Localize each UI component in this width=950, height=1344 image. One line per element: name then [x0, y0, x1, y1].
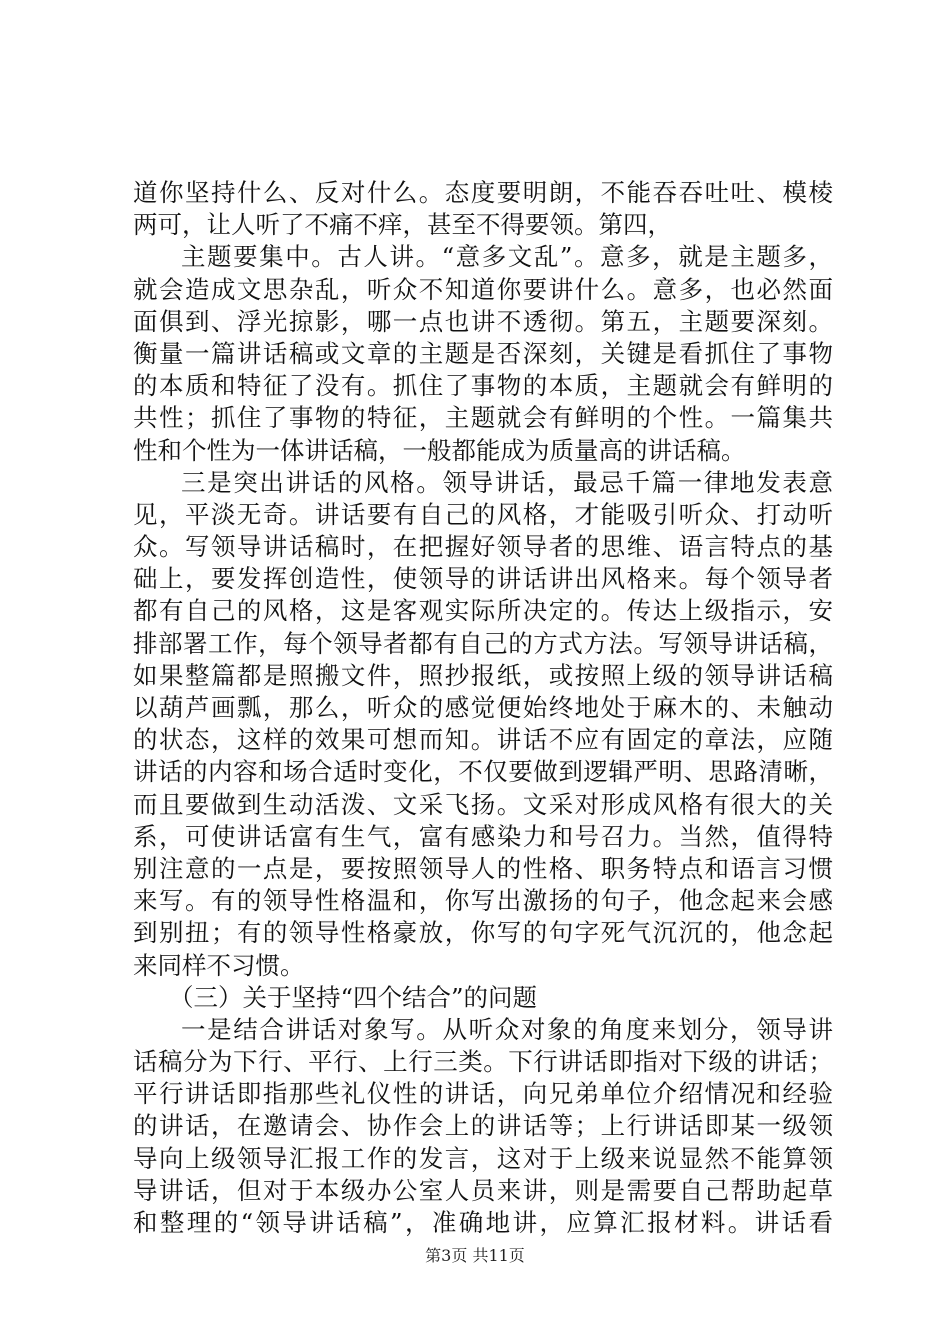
text-line: 众。写领导讲话稿时，在把握好领导者的思维、语言特点的基: [133, 532, 833, 562]
text-line: 以葫芦画瓢，那么，听众的感觉便始终地处于麻木的、未触动: [133, 693, 833, 722]
page-footer: 第3页 共11页: [425, 1246, 525, 1265]
text-line: 来同样不习惯。: [133, 950, 305, 980]
text-line: 一是结合讲话对象写。从听众对象的角度来划分，领导讲: [181, 1014, 833, 1044]
text-line: 话稿分为下行、平行、上行三类。下行讲话即指对下级的讲话；: [133, 1047, 833, 1077]
text-line: 共性；抓住了事物的特征，主题就会有鲜明的个性。一篇集共: [133, 403, 833, 433]
text-line: 础上，要发挥创造性，使领导的讲话讲出风格来。每个领导者: [133, 564, 833, 594]
text-line: 道你坚持什么、反对什么。态度要明朗，不能吞吞吐吐、模棱: [133, 178, 833, 207]
text-line: 的讲话，在邀请会、协作会上的讲话等；上行讲话即某一级领: [133, 1111, 833, 1141]
text-line: 都有自己的风格，这是客观实际所决定的。传达上级指示，安: [133, 596, 833, 626]
text-line: 的状态，这样的效果可想而知。讲话不应有固定的章法，应随: [133, 725, 833, 755]
text-line: 到别扭；有的领导性格豪放，你写的句字死气沉沉的，他念起: [133, 918, 833, 948]
text-line: 导讲话，但对于本级办公室人员来讲，则是需要自己帮助起草: [133, 1175, 833, 1205]
body-text: [133, 177, 833, 1239]
text-line: 和整理的“领导讲话稿”，准确地讲，应算汇报材料。讲话看: [133, 1208, 833, 1237]
text-line: 三是突出讲话的风格。领导讲话，最忌千篇一律地发表意: [181, 467, 833, 497]
text-line: 的本质和特征了没有。抓住了事物的本质，主题就会有鲜明的: [133, 371, 833, 401]
text-line: 来写。有的领导性格温和，你写出激扬的句子，他念起来会感: [133, 886, 833, 916]
text-line: 见，平淡无奇。讲话要有自己的风格，才能吸引听众、打动听: [133, 499, 833, 529]
text-line: 讲话的内容和场合适时变化，不仅要做到逻辑严明、思路清晰，: [133, 757, 833, 787]
text-line: 两可，让人听了不痛不痒，甚至不得要领。第四，: [133, 210, 672, 240]
text-line: 平行讲话即指那些礼仪性的讲话，向兄弟单位介绍情况和经验: [133, 1079, 833, 1109]
text-line: 主题要集中。古人讲。“意多文乱”。意多，就是主题多，: [181, 242, 833, 272]
text-line: 别注意的一点是，要按照领导人的性格、职务特点和语言习惯: [133, 853, 833, 883]
text-line: 如果整篇都是照搬文件，照抄报纸，或按照上级的领导讲话稿: [133, 660, 833, 690]
text-line: 排部署工作，每个领导者都有自己的方式方法。写领导讲话稿，: [133, 628, 833, 658]
text-line: 导向上级领导汇报工作的发言，这对于上级来说显然不能算领: [133, 1143, 833, 1173]
text-line: 就会造成文思杂乱，听众不知道你要讲什么。意多，也必然面: [133, 274, 833, 304]
text-line: 性和个性为一体讲话稿，一般都能成为质量高的讲话稿。: [133, 435, 746, 465]
text-line: 衡量一篇讲话稿或文章的主题是否深刻，关键是看抓住了事物: [133, 338, 833, 368]
text-line: 面俱到、浮光掠影，哪一点也讲不透彻。第五，主题要深刻。: [133, 306, 833, 336]
text-line: （三）关于坚持“四个结合”的问题: [169, 982, 538, 1012]
text-line: 系，可使讲话富有生气，富有感染力和号召力。当然，值得特: [133, 821, 833, 851]
text-line: 而且要做到生动活泼、文采飞扬。文采对形成风格有很大的关: [133, 789, 833, 819]
